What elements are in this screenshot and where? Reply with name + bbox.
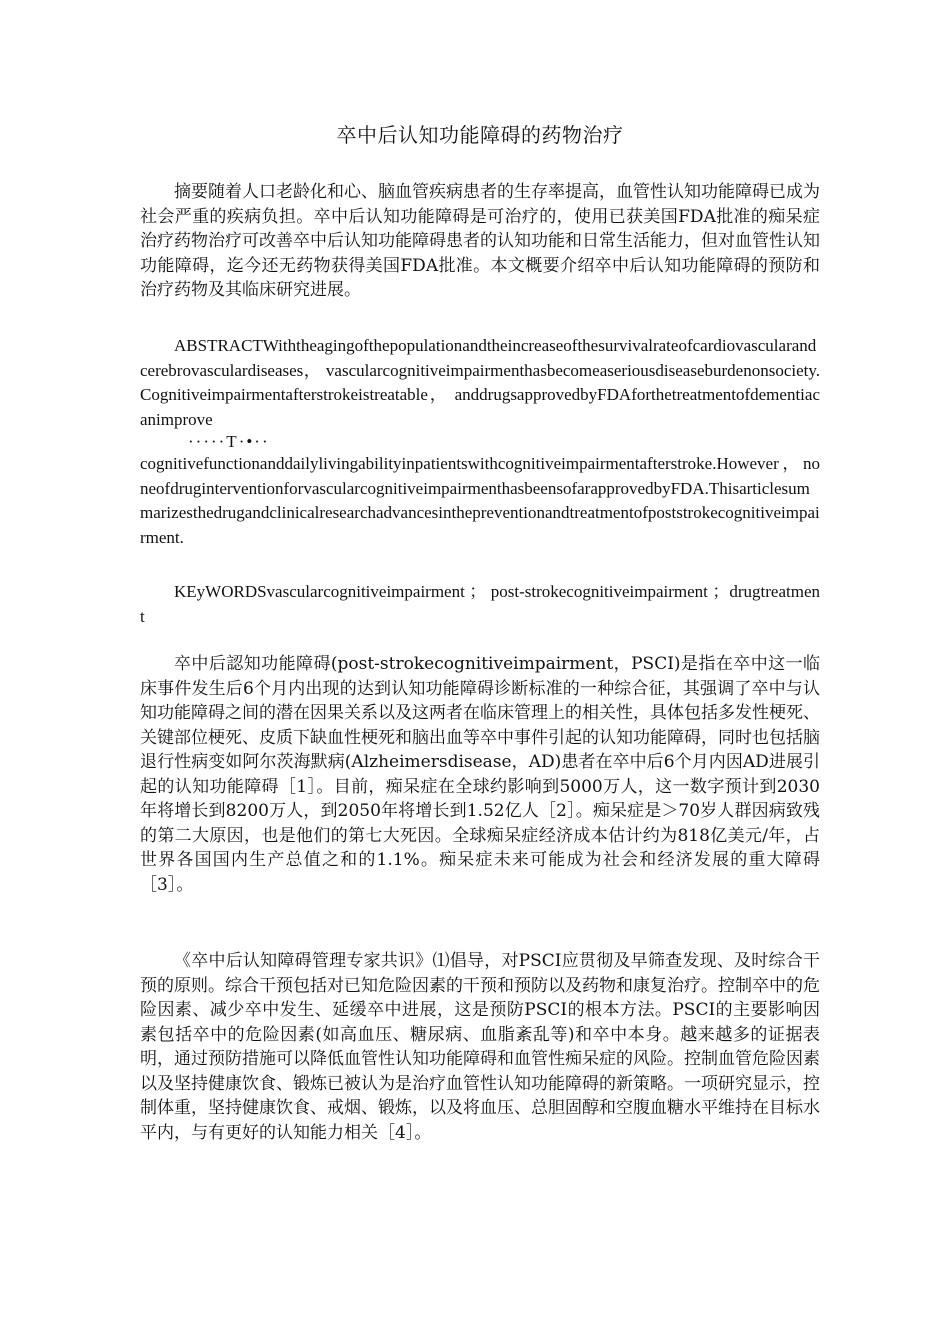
abstract-chinese: 摘要随着人口老龄化和心、脑血管疾病患者的生存率提高，血管性认知功能障碍已成为社会严重的疾病负担。卒中后认知功能障碍是可治疗的，使用已获美国FDA批准的痴呆症治疗药物治疗可改善卒中后认知功能障碍患者的认知功能和日常生活能力，但对血管性认知功能障碍，迄今还无药物获得美国FDA批准。本文概要介绍卒中后认知功能障碍的预防和治疗药物及其临床研究进展。 (140, 182, 820, 300)
keywords: KEyWORDSvascularcognitiveimpairment ； post-strokecognitiveimpairment ；drugtreatment (140, 582, 820, 626)
body-paragraph-1: 卒中后認知功能障碍(post-strokecognitiveimpairment，PSCI)是指在卒中这一临床事件发生后6个月内出现的达到认知功能障碍诊断标准的一种综合征，其强调了卒中与认知功能障碍之间的潜在因果关系以及这两者在临床管理上的相关性，具体包括多发性梗死、关键部位梗死、皮质下缺血性梗死和脑出血等卒中事件引起的认知功能障碍，同时也包括脑退行性病变如阿尔茨海默病(Alzheimersdisease，AD)患者在卒中后6个月内因AD进展引起的认知功能障碍［1］。目前，痴呆症在全球约影响到5000万人，这一数字预计到2030年将增长到8200万人，到2050年将增长到1.52亿人［2］。痴呆症是＞70岁人群因病致残的第二大原因，也是他们的第七大死因。全球痴呆症经济成本估计约为818亿美元/年，占世界各国国内生产总值之和的1.1%。痴呆症未来可能成为社会和经济发展的重大障碍［3］。 (140, 654, 820, 895)
document-title: 卒中后认知功能障碍的药物治疗 (336, 123, 624, 147)
body-paragraph-2: 《卒中后认知障碍管理专家共识》⑴倡导，对PSCI应贯彻及早筛查发现、及时综合干预的原则。综合干预包括对已知危险因素的干预和预防以及药物和康复治疗。控制卒中的危险因素、减少卒中发生、延缓卒中进展，这是预防PSCI的根本方法。PSCI的主要影响因素包括卒中的危险因素(如高血压、糖尿病、血脂紊乱等)和卒中本身。越来越多的证据表明，通过预防措施可以降低血管性认知功能障碍和血管性痴呆症的风险。控制血管危险因素以及坚持健康饮食、锻炼已被认为是治疗血管性认知功能障碍的新策略。一项研究显示，控制体重，坚持健康饮食、戒烟、锻炼，以及将血压、总胆固醇和空腹血糖水平维持在目标水平内，与有更好的认知能力相关［4］。 (140, 951, 820, 1143)
abstract-english-part-2: cognitivefunctionanddailylivingabilityinpatientswithcognitiveimpairmentafterstroke.However，noneofdruginterventionforvascularcognitiveimpairmenthasbeensofarapprovedbyFDA.Thisarticlesummarizesthedrugandclinicalresearchadvancesinthepreventionandtreatmentofpoststrokecognitiveimpairment. (140, 454, 820, 547)
abstract-english-part-1: ABSTRACTWiththeagingofthepopulationandtheincreaseofthesurvivalrateofcardiovascularandcerebrovasculardiseases， vascularcognitiveimpairmenthasbecomeaseriousdiseaseburdenonsociety.Cognitiveimpairmentafterstrokeistreatable， anddrugsapprovedbyFDAforthetreatmentofdementiacanimprove (140, 336, 820, 429)
abstract-english (140, 334, 820, 550)
abstract-dots-artifact: ·····T·•·· (188, 432, 270, 451)
